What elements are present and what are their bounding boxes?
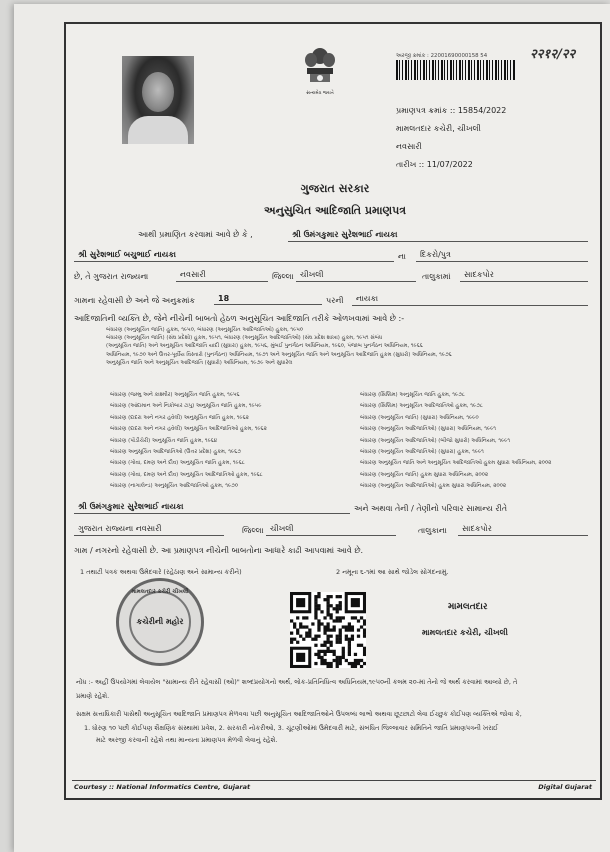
- order-item: બંધારણ (સિક્કિમ) અનુસૂચિત આદિજાતિઓ હુકમ, ૧૯૭૮: [360, 403, 483, 410]
- issuing-district: નવસારી: [396, 142, 422, 151]
- qr-code: [290, 592, 366, 668]
- certificate-paper: [14, 4, 610, 852]
- line7-jilla: જિલ્લા: [242, 526, 264, 535]
- reference-number: [396, 52, 487, 60]
- line3-prefix: છે, તે ગુજરાત રાજ્યના: [74, 272, 149, 281]
- certificate-frame: [64, 22, 602, 800]
- national-emblem-icon: [302, 46, 338, 94]
- line4-prefix: ગામના રહેવાસી છે અને જે અનુક્રમાંક: [74, 296, 196, 305]
- order-item: બંધારણ (ગોવા, દમણ અને દીવ) અનુસૂચિત આદિજાતિઓ હુકમ, ૧૯૬૮: [110, 471, 263, 478]
- line4-par: પરની: [326, 296, 344, 305]
- cert-no-label: પ્રમાણપત્ર ક્રમાંક ::: [396, 106, 456, 115]
- line1-prefix: આથી પ્રમાણિત કરવામાં આવે છે કે ,: [138, 230, 253, 239]
- basis-note-1: 1 તથાટી પત્રક અથવા ઉમેદવારે (રહેઠાણ અને સામાન્ય કરીને): [80, 568, 242, 576]
- father-name: શ્રી સુરેશભાઈ બચુભાઈ નાયકા: [74, 250, 394, 262]
- reference-value: 22001690000158 54: [430, 53, 488, 59]
- district-name: નવસારી: [176, 270, 268, 282]
- order-line: અધિનિયમ, ૧૯૭૦ અને ઉત્તર-પૂર્વીય વિસ્તારો (પુનર્ગઠન) અધિનિયમ, ૧૯૭૧ અને અનુસૂચિત જાતિ અને અનુસૂચિત આદિજાતિ હુકમ (સુધારો) અધિનિયમ, ૧૯૭૬: [106, 351, 452, 358]
- order-line: બંધારણ (અનુસૂચિત જાતિ) (સંઘ પ્રદેશો) હુકમ, ૧૯૫૧, બંધારણ (અનુસૂચિત આદિજાતિઓ) (સંઘ પ્રદેશ શાખા) હુકમ, ૧૯૫૧ સંબંધ: [106, 335, 383, 342]
- order-item: બંધારણ (અનુસૂચિત જાતિ) હુકમ સુધારા અધિનિયમ, ૨૦૦૨: [360, 471, 489, 478]
- cert-no-value: 15854/2022: [457, 106, 507, 115]
- order-item: બંધારણ (અનુસૂચિત આદિજાતિઓ) (બીજો સુધારો) અધિનિયમ, ૧૯૯૧: [360, 437, 510, 444]
- order-item: બંધારણ (પોંડીચેરી) અનુસૂચિત જાતિ હુકમ, ૧૯૬૪: [110, 437, 218, 444]
- certificate-holder-name: શ્રી ઉમંગકુમાર સુરેશભાઈ નાયકા: [288, 230, 588, 242]
- basis-note-2: 2 નમૂના ૬-૧માં આ સાથે જોડેલ સોગંદનામું.: [336, 568, 449, 576]
- line3-taluka-label: તાલુકામાં: [422, 272, 451, 281]
- notice-definition: નોંધ :- અહીં ઉપયોગમાં લેવાયેલ "સામાન્ય રીતે રહેવાસી (ઓ)" શબ્દપ્રયોગનો અર્થ, લોક-પ્રતિનિધિત્વ અધિનિયમ,૧૯૫૦ની કલમ ૨૦-માં તેનો જે અર્થ કરવામાં આવ્યો છે, તે: [76, 678, 518, 686]
- relation: દિકરો/પુત્ર: [416, 250, 588, 262]
- line6-suffix: અને અથવા તેની / તેણીનો પરિવાર સામાન્ય રીતે: [354, 504, 508, 513]
- order-item: બંધારણ (અનુસૂચિત આદિજાતિઓ) હુકમ સુધારા અધિનિયમ, ૨૦૦૨: [360, 483, 507, 490]
- handwritten-number: २२१२/२२: [530, 47, 576, 62]
- certificate-meta: [396, 102, 506, 174]
- notice-verification-continued: માટે અરજી કરવાની રહેશે તથા માન્યતા પ્રમાણપત્ર મેળવી લેવાનું રહેશે.: [96, 736, 278, 744]
- line3-jilla: જિલ્લા: [272, 272, 294, 281]
- reference-label: અરજી ક્રમાંક :: [396, 53, 429, 59]
- order-item: બંધારણ (સિક્કિમ) અનુસૂચિત જાતિ હુકમ, ૧૯૭૮: [360, 392, 465, 398]
- issue-date: 11/07/2022: [426, 160, 473, 169]
- signatory-title: મામલતદાર: [448, 602, 488, 612]
- issuing-office: મામલતદાર કચેરી, ચીખલી: [396, 124, 481, 133]
- footer-digital-gujarat: Digital Gujarat: [538, 783, 592, 791]
- order-item: બંધારણ (આંદામાન અને નિકોબાર ટાપુ) અનુસૂચિત જાતિ હુકમ, ૧૯૫૯: [110, 403, 262, 410]
- orders-block: [106, 326, 596, 367]
- order-item: બંધારણ (ગોવા, દમણ અને દીવ) અનુસૂચિત જાતિ હુકમ, ૧૯૬૮: [110, 460, 245, 467]
- taluka-name: ચીખલી: [296, 270, 416, 282]
- line5-text: આદિજાતિની વ્યક્તિ છે, જેને નીચેની બાબતો હેઠળ અનુસૂચિત આદિજાતિ તરીકે ઓળખવામાં આવે છે :-: [74, 314, 405, 323]
- serial-number: 18: [214, 294, 322, 305]
- resident-name: શ્રી ઉમંગકુમાર સુરેશભાઈ નાયકા: [74, 502, 350, 514]
- orders-left-column: [110, 390, 310, 493]
- order-line: અનુસૂચિત જાતિ અને અનુસૂચિત આદિજાતિ (સુધારો) અધિનિયમ, ૧૯૭૯ અને સુધારેલ: [106, 359, 293, 366]
- notice-verification: 1. ધોરણ ૧૦ પછી કોઈપણ શૈક્ષણિક સંસ્થામાં પ્રવેશ, 2. સરકારી નોકરીઓ, 3. ચૂંટણીઓમાં ઉમેદવારી માટે, સંબંધિત જિલ્લાવાર સમિતિને જાતિ પ્રમાણપત્રની ખરાઈ: [84, 724, 499, 732]
- order-item: બંધારણ (અનુસૂચિત આદિજાતિઓ) (સુધારા) હુકમ, ૧૯૯૧: [360, 449, 484, 456]
- line7-taluka-name: ચીખલી: [266, 524, 396, 536]
- order-item: બંધારણ (દાદરા અને નગર હવેલી) અનુસૂચિત જાતિ હુકમ, ૧૯૬૨: [110, 414, 249, 421]
- line7-state-district: ગુજરાત રાજ્યના નવસારી: [74, 524, 224, 536]
- order-item: બંધારણ (જમ્મુ અને કાશ્મીર) અનુસૂચિત જાતિ હુકમ, ૧૯૫૬: [110, 392, 240, 398]
- line2-na: ના: [398, 252, 406, 261]
- order-item: બંધારણ (અનુસૂચિત આદિજાતિઓ) (સુધારા) અધિનિયમ, ૧૯૯૧: [360, 426, 496, 433]
- title-government: ગુજરાત સરકાર: [300, 182, 370, 195]
- tribe-name: નાયકા: [352, 294, 588, 306]
- footer-courtesy: Courtesy :: National Informatics Centre, Gujarat: [74, 783, 251, 791]
- notice-definition-continued: પ્રમાણે રહેશે.: [76, 692, 110, 700]
- applicant-photo: [122, 56, 194, 144]
- barcode: [396, 60, 516, 80]
- order-line: બંધારણ (અનુસૂચિત જાતિ) હુકમ, ૧૯૫૦, બંધારણ (અનુસૂચિત આદિજાતિઓ) હુકમ, ૧૯૫૦: [106, 327, 304, 333]
- order-item: બંધારણ (દાદરા અને નગર હવેલી) અનુસૂચિત આદિજાતિઓ હુકમ, ૧૯૬૨: [110, 426, 267, 433]
- emblem-motto: સત્યમેવ જયતે: [306, 91, 334, 96]
- village-name: સાદકપોર: [460, 270, 588, 282]
- footer: [72, 780, 596, 794]
- line7-village: સાદકપોર: [458, 524, 588, 536]
- order-item: બંધારણ અનુસૂચિત જાતિ અને અનુસૂચિત આદિજાતિઓ હુકમ સુધારા અધિનિયમ, ૨૦૦૨: [360, 460, 552, 467]
- signatory-office: મામલતદાર કચેરી, ચીખલી: [422, 628, 508, 637]
- line7-taluka-label: તાલુકાના: [418, 526, 447, 535]
- title-certificate: અનુસુચિત આદિજાતિ પ્રમાણપત્ર: [263, 204, 407, 217]
- order-line: (અનુસૂચિત જાતિ) અને અનુસૂચિત આદિજાતિ યાદી (સુધારા) હુકમ, ૧૯૫૬, મુંબઈ પુનર્ગઠન અધિનિયમ, ૧૯૬૦, પંજાબ પુનર્ગઠન અધિનિયમ, ૧૯૬૬: [106, 343, 423, 350]
- notice-benefits: સક્ષમ સત્તાધિકારી પાસેથી અનુસૂચિત આદિજાતિ પ્રમાણપત્ર મેળવવા પછી અનુસૂચિત આદિજાતિઓને ઉપલબ્ધ લાભો અથવા છૂટછાટો લેવા ઈચ્છુક કોઈપણ વ્યક્તિએ જોવા કે,: [76, 710, 522, 718]
- date-label: તારીખ ::: [396, 160, 425, 169]
- order-item: બંધારણ અનુસૂચિત આદિજાતિઓ (ઉત્તર પ્રદેશ) હુકમ, ૧૯૬૭: [110, 449, 241, 456]
- office-seal: [116, 578, 204, 666]
- orders-right-column: [360, 390, 596, 493]
- seal-text: મામલતદાર કચેરી ચીખલી: [131, 589, 189, 595]
- seal-signature: કચેરીની મહોર: [136, 617, 184, 626]
- line8-text: ગામ / નગરનો રહેવાસી છે. આ પ્રમાણપત્ર નીચેની બાબતોના આધારે કાઢી આપવામાં આવે છે.: [74, 546, 364, 555]
- order-item: બંધારણ (અનુસૂચિત જાતિ) (સુધારા) અધિનિયમ, ૧૯૯૦: [360, 414, 479, 421]
- order-item: બંધારણ (નાગાલેન્ડ) અનુસૂચિત આદિજાતિઓ હુકમ, ૧૯૭૦: [110, 483, 239, 490]
